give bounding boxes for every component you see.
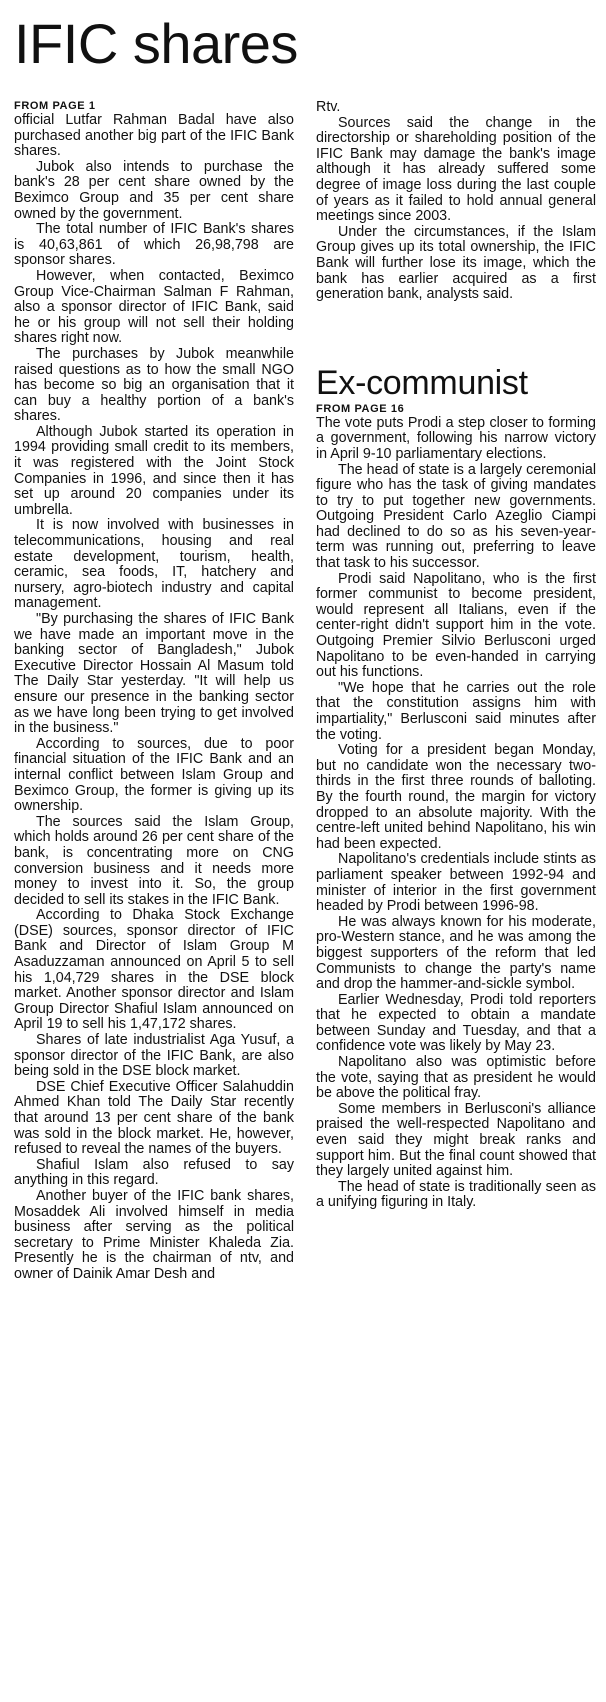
story1-paragraph: The sources said the Islam Group, which holds around 26 per cent share of the bank, is concentrating more on CNG conversion business and it needs more money to invest into it. So, the group decided to sell its stakes in the IFIC Bank. [14, 813, 294, 908]
story1-headline: IFIC shares [14, 12, 298, 75]
story1-paragraph: Sources said the change in the directorship or shareholding position of the IFIC Bank may damage the bank's image although it has already suffered some degree of image loss during the last couple of years as it failed to hold annual general meetings since 2003. [316, 114, 596, 225]
story2-paragraph: The vote puts Prodi a step closer to forming a government, following his narrow victory in April 9-10 parliamentary elections. [316, 414, 596, 462]
story2-paragraph: The head of state is a largely ceremonial figure who has the task of giving mandates to try to put together new governments. Outgoing President Carlo Azeglio Ciampi had declined to do so as his seven-year-term was running out, preferring to leave that task to his successor. [316, 461, 596, 572]
story2-paragraph: He was always known for his moderate, pro-Western stance, and he was among the biggest supporters of the reform that led Communists to change the party's name and drop the hammer-and-sickle symbol. [316, 913, 596, 993]
story1-paragraph: According to sources, due to poor financial situation of the IFIC Bank and an internal conflict between Islam Group and Beximco Group, the former is giving up its ownership. [14, 735, 294, 815]
story2-paragraph: Some members in Berlusconi's alliance praised the well-respected Napolitano and even said they might break ranks and support him. But the final count showed that they largely united against him. [316, 1100, 596, 1180]
story1-continuation: Rtv. [316, 99, 341, 115]
story2-paragraph: Napolitano's credentials include stints as parliament speaker between 1992-94 and minister of interior in the first government headed by Prodi between 1996-98. [316, 851, 596, 915]
story2-paragraph: Napolitano also was optimistic before the vote, saying that as president he would be above the political fray. [316, 1054, 596, 1102]
story1-paragraph: Jubok also intends to purchase the bank's 28 per cent share owned by the Beximco Group and 35 per cent share owned by the government. [14, 158, 294, 222]
story1-paragraph: Another buyer of the IFIC bank shares, Mosaddek Ali involved himself in media business after serving as the political secretary to Prime Minister Khaleda Zia. Presently he is the chairman of ntv, and owner of Dainik Amar Desh and [14, 1187, 294, 1282]
story2-paragraph: Earlier Wednesday, Prodi told reporters that he expected to obtain a mandate between Sunday and Tuesday, and that a confidence vote was likely by May 23. [316, 991, 596, 1055]
story1-paragraph: DSE Chief Executive Officer Salahuddin Ahmed Khan told The Daily Star recently that around 13 per cent share of the bank was sold in the block market. He, however, refused to reveal the names of the buyers. [14, 1078, 294, 1158]
story1-paragraph: According to Dhaka Stock Exchange (DSE) sources, sponsor director of IFIC Bank and Director of Islam Group M Asaduzzaman announced on April 5 to sell his 1,04,729 shares in the DSE block market. Another sponsor director and Islam Group Director Shafiul Islam announced on April 19 to sell his 1,47,172 shares. [14, 907, 294, 1033]
story1-paragraph: However, when contacted, Beximco Group Vice-Chairman Salman F Rahman, also a sponsor director of IFIC Bank, said he or his group will not sell their holding shares right now. [14, 267, 294, 347]
story2-paragraph: The head of state is traditionally seen as a unifying figuring in Italy. [316, 1178, 596, 1211]
story2-headline: Ex-communist [316, 363, 528, 402]
story1-paragraph: Shafiul Islam also refused to say anything in this regard. [14, 1156, 294, 1189]
right-column [316, 100, 596, 1211]
story1-paragraph: Shares of late industrialist Aga Yusuf, a sponsor director of the IFIC Bank, are also being sold in the DSE block market. [14, 1032, 294, 1080]
story1-paragraph: Under the circumstances, if the Islam Group gives up its total ownership, the IFIC Bank will further lose its image, which the bank has earlier acquired as a first generation bank, analysts said. [316, 223, 596, 303]
story1-paragraph: official Lutfar Rahman Badal have also purchased another big part of the IFIC Bank shares. [14, 112, 294, 160]
story2-paragraph: "We hope that he carries out the role that the constitution assigns him with impartiality," Berlusconi said minutes after the voting. [316, 679, 596, 743]
story1-paragraph: "By purchasing the shares of IFIC Bank we have made an important move in the banking sector of Bangladesh," Jubok Executive Director Hossain Al Masum told The Daily Star yesterday. "It will help us ensure our presence in the banking sector as we have long been trying to get involved in the business." [14, 611, 294, 737]
left-column [14, 100, 294, 1283]
story2-paragraph: Voting for a president began Monday, but no candidate won the necessary two-thirds in the first three rounds of balloting. By the fourth round, the margin for victory dropped to an absolute majority. With the centre-left united behind Napolitano, his win had been expected. [316, 742, 596, 852]
story1-paragraph: The purchases by Jubok meanwhile raised questions as to how the small NGO has become so big an organisation that it can buy a healthy portion of a bank's shares. [14, 345, 294, 425]
story1-paragraph: The total number of IFIC Bank's shares is 40,63,861 of which 26,98,798 are sponsor shares. [14, 221, 294, 269]
story2-kicker: FROM PAGE 16 [316, 402, 405, 415]
story2-paragraph: Prodi said Napolitano, who is the first former communist to become president, would represent all Italians, even if the center-right didn't support him in the vote. Outgoing Premier Silvio Berlusconi urged Napolitano to be even-handed in carrying out his functions. [316, 570, 596, 681]
story1-paragraph: Although Jubok started its operation in 1994 providing small credit to its members, it was registered with the Joint Stock Companies in 1996, and since then it has set up around 20 companies under its umbrella. [14, 423, 294, 518]
story1-kicker: FROM PAGE 1 [14, 100, 96, 112]
story1-paragraph: It is now involved with businesses in telecommunications, housing and real estate development, tourism, health, ceramic, sea foods, IT, hatchery and nursery, agro-biotech industry and capital management. [14, 517, 294, 612]
